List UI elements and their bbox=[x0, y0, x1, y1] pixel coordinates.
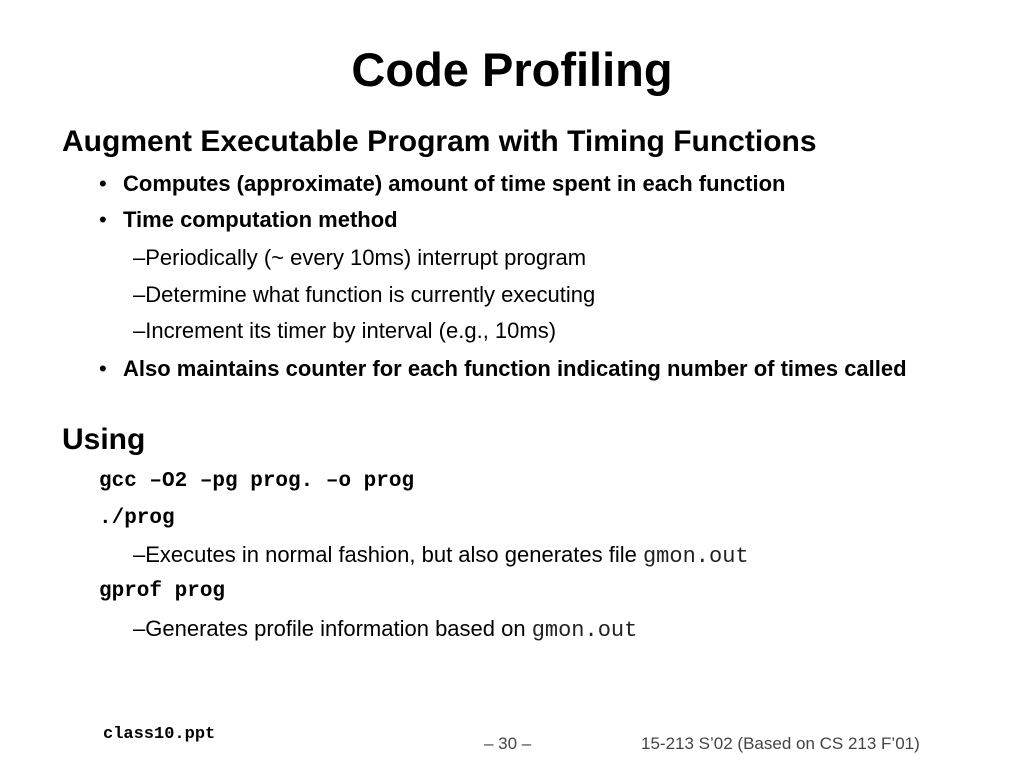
filename-gmon-out: gmon.out bbox=[642, 544, 749, 569]
sub-bullet-periodically bbox=[133, 244, 586, 272]
footer-course-info: 15-213 S’02 (Based on CS 213 F’01) bbox=[641, 734, 920, 753]
command-gprof: gprof prog bbox=[99, 580, 226, 603]
sub-bullet-text: Periodically (~ every 10ms) interrupt program bbox=[145, 245, 587, 270]
bullet-text: Also maintains counter for each function indicating number of times called bbox=[123, 356, 907, 381]
command-gcc: gcc –O2 –pg prog. –o prog bbox=[99, 470, 415, 493]
dash-marker: – bbox=[133, 542, 146, 567]
footer-page-number: – 30 – bbox=[484, 734, 532, 753]
bullet-marker: • bbox=[99, 207, 107, 232]
footer-filename: class10.ppt bbox=[103, 725, 216, 744]
sub-bullet-determine bbox=[133, 281, 595, 309]
command-run-prog: ./prog bbox=[99, 507, 175, 530]
sub-bullet-executes bbox=[133, 541, 749, 571]
bullet-marker: • bbox=[99, 356, 107, 381]
sub-bullet-text: Increment its timer by interval (e.g., 10ms) bbox=[145, 318, 557, 343]
sub-bullet-text: Executes in normal fashion, but also generates file bbox=[145, 542, 643, 567]
sub-bullet-increment bbox=[133, 317, 556, 345]
filename-gmon-out: gmon.out bbox=[531, 618, 638, 643]
bullet-counter bbox=[99, 355, 979, 382]
slide-title: Code Profiling bbox=[351, 43, 673, 96]
bullet-text: Computes (approximate) amount of time spent in each function bbox=[123, 171, 786, 196]
dash-marker: – bbox=[133, 318, 146, 343]
section-heading-augment: Augment Executable Program with Timing Functions bbox=[62, 125, 817, 158]
bullet-text: Time computation method bbox=[123, 207, 398, 232]
sub-bullet-text: Generates profile information based on bbox=[145, 616, 532, 641]
section-heading-using: Using bbox=[62, 423, 146, 456]
bullet-marker: • bbox=[99, 171, 107, 196]
sub-bullet-generates bbox=[133, 615, 637, 645]
dash-marker: – bbox=[133, 282, 146, 307]
sub-bullet-text: Determine what function is currently executing bbox=[145, 282, 596, 307]
dash-marker: – bbox=[133, 245, 146, 270]
dash-marker: – bbox=[133, 616, 146, 641]
